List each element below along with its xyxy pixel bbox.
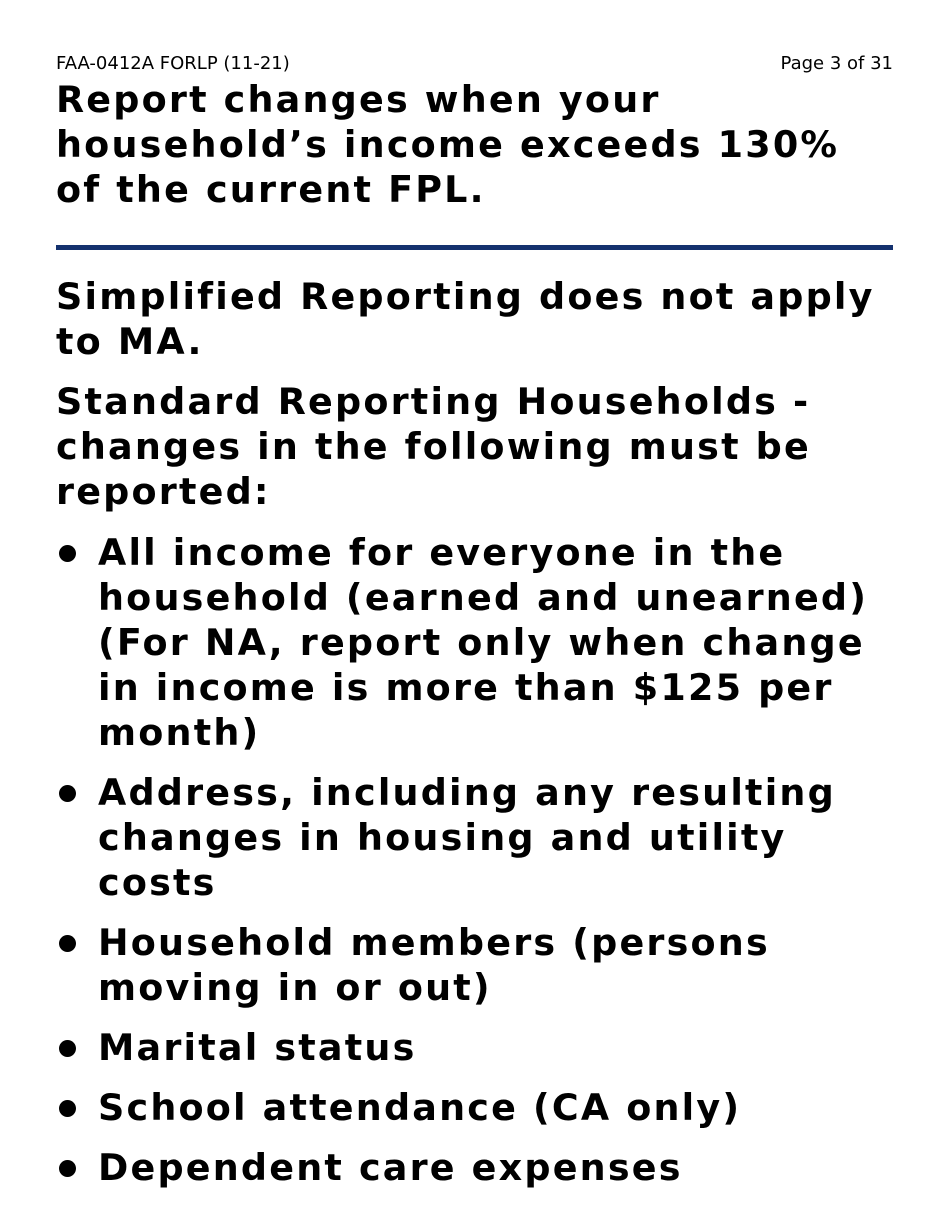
list-item [56, 1025, 893, 1070]
list-item [56, 1145, 893, 1190]
list-item [56, 1085, 893, 1130]
bullet-icon [59, 1040, 76, 1057]
list-item-text: Address, including any resulting changes in housing and utility costs [98, 771, 836, 904]
list-item [56, 770, 893, 905]
bullet-icon [59, 935, 76, 952]
simplified-reporting-note: Simplified Reporting does not apply to MA. [56, 275, 875, 363]
list-item-text: Dependent care expenses [98, 1146, 683, 1189]
list-item-text: Household members (persons moving in or out) [98, 921, 770, 1009]
list-item-text: All income for everyone in the household (earned and unearned) (For NA, report only when change in income is more than $125 per month) [98, 531, 869, 754]
page-title: Report changes when your household’s income exceeds 130% of the current FPL. [56, 78, 840, 211]
reportable-changes-list [56, 530, 893, 1190]
bullet-icon [59, 1100, 76, 1117]
bullet-icon [59, 1160, 76, 1177]
page-number: Page 3 of 31 [780, 53, 893, 74]
standard-reporting-heading: Standard Reporting Households - changes in the following must be reported: [56, 380, 811, 513]
list-item-text: School attendance (CA only) [98, 1086, 742, 1129]
list-item-text: Marital status [98, 1026, 417, 1069]
page-header [56, 53, 893, 77]
form-id: FAA-0412A FORLP (11-21) [56, 53, 290, 74]
bullet-icon [59, 785, 76, 802]
bullet-icon [59, 545, 76, 562]
page-content [56, 77, 893, 1205]
section-divider [56, 245, 893, 250]
list-item [56, 530, 893, 755]
list-item [56, 920, 893, 1010]
